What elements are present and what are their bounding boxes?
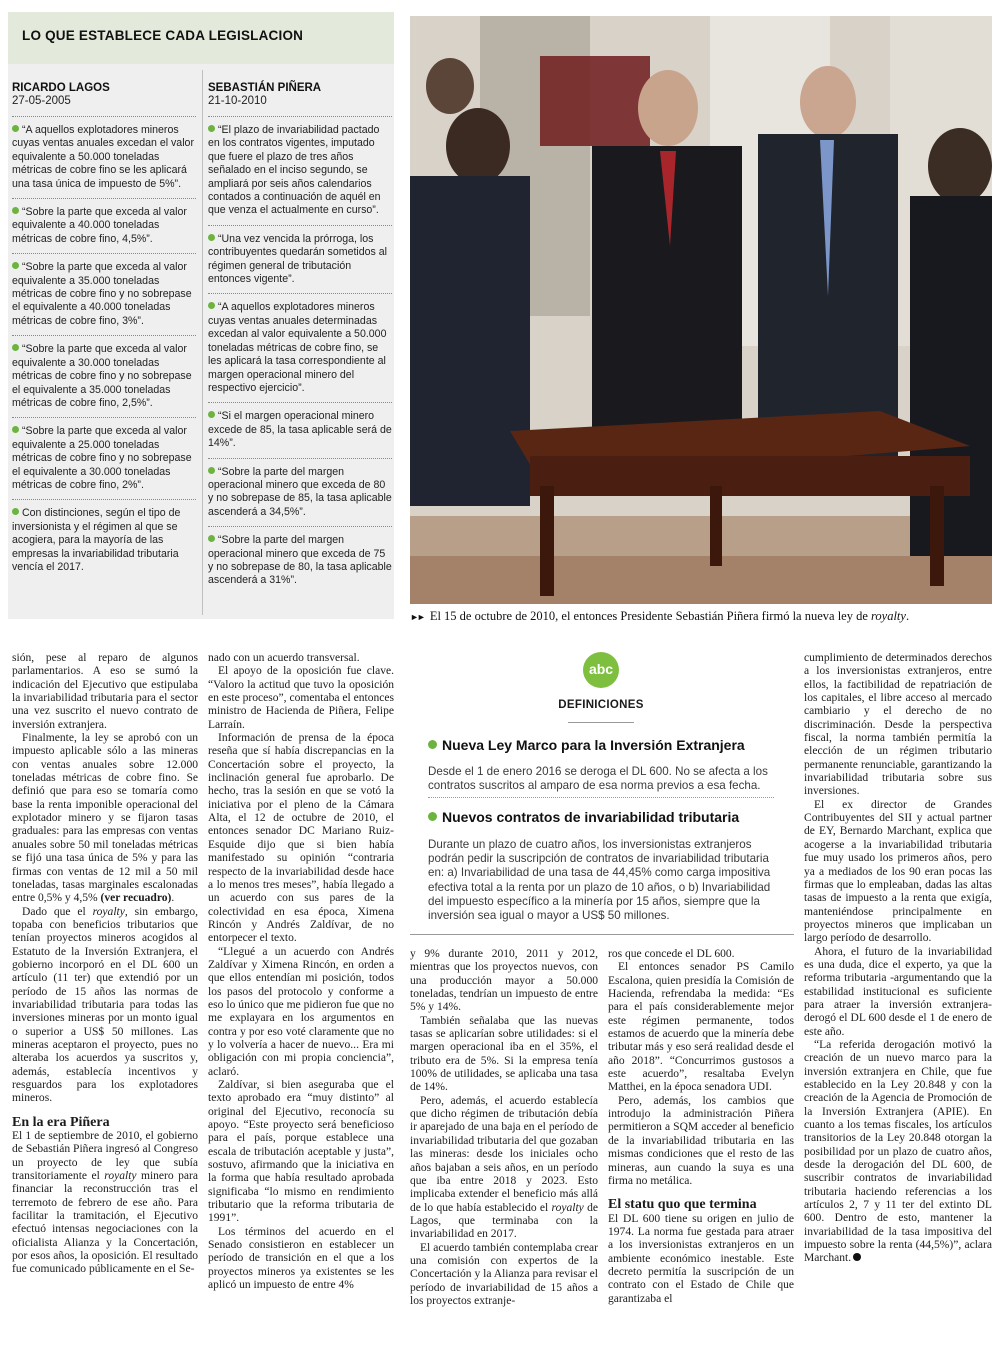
definitions-divider: [428, 797, 774, 799]
double-arrow-icon: ►►: [410, 612, 424, 622]
paragraph: Pero, además, el acuerdo establecía que dicho régimen de tributación debía ir aparejado de una baja en el período de invariabilidad tributaria del que gozaban las mineras: desde los iniciales ocho años bajaban a seis años, en un período que iba entre 2018 y 2023. Esto implicaba extender el beneficio más allá de lo que había establecido el royalty de Lagos, que terminaba con la invariabilidad en 2017.: [410, 1094, 598, 1241]
green-bullet-icon: [208, 234, 215, 241]
paragraph: Dado que el royalty, sin embargo, topaba con beneficios tributarios que tenían proyectos mineros acogidos al Estatuto de la Inversión Extranjera, el gobierno incorporó en el DL 600 un artículo (11 ter) que extendió por un período de 15 años las normas de invariabilidad tributaria para todas las inversiones mineras por un monto igual o superior a US$ 50 millones. Las mineras aceptaron el proyecto, pues no alteraba los acuerdos ya suscritos y, además, establecía incentivos y resguardos para los explotadores mineros.: [12, 905, 198, 1105]
pinera-date: 21-10-2010: [208, 95, 267, 107]
lagos-item: “Sobre la parte que exceda al valor equivalente a 25.000 toneladas métricas de cobre fino y no sobrepase el equivalente a 30.000 toneladas métricas de cobre fino, 2%”.: [12, 417, 196, 499]
paragraph: El apoyo de la oposición fue clave. “Valoro la actitud que tuvo la oposición en este proceso”, comentaba el entonces ministro de Hacienda de Piñera, Felipe Larraín.: [208, 665, 394, 731]
green-bullet-icon: [12, 125, 19, 132]
article-column-4: [608, 948, 794, 1306]
definition-text: Desde el 1 de enero 2016 se deroga el DL 600. No se afecta a los contratos suscritos al amparo de esa norma previos a esa fecha.: [428, 765, 768, 793]
definitions-underline: [568, 722, 634, 723]
paragraph: cumplimiento de determinados derechos a los inversionistas extranjeros, entre ellos, la factibilidad de repatriación de los capitales, el libre acceso al mercado cambiario y el derecho de no discriminación. Desde la perspectiva fiscal, la norma también permitía la elección de un régimen tributario permanente renunciable, garantizando la invariabilidad tributaria sobre sus inversiones.: [804, 652, 992, 798]
lagos-item: “A aquellos explotadores mineros cuyas ventas anuales excedan el valor equivalente a 50.000 toneladas métricas de cobre fino se les aplicará una tasa única de impuesto de 5%”.: [12, 116, 196, 198]
legislation-title: LO QUE ESTABLECE CADA LEGISLACION: [22, 28, 304, 43]
definitions-title: DEFINICIONES: [558, 699, 644, 711]
article-column-3: [410, 948, 598, 1308]
pinera-item: “El plazo de invariabilidad pactado en los contratos vigentes, imputado que fuere el plazo de tres años señalado en el inciso segundo, se ampliará por seis años calendarios contados a continuación de aquél en que venza el actualmente en curso”.: [208, 116, 392, 225]
paragraph: Zaldívar, si bien aseguraba que el texto aprobado era “muy distinto” al original del Ejecutivo, reconocía su apoyo. “Este proyecto será beneficioso para el país, porque establece una escala de tributación aceptable y justa”, sostuvo, afirmando que la iniciativa en la forma que había resultado aprobada significaba “lo mismo en rendimiento tributario que la reforma tributaria de 1991”.: [208, 1079, 394, 1225]
paragraph: Ahora, el futuro de la invariabilidad es una duda, dice el experto, ya que la reforma tributaria -argumentando que la estabilidad institucional es suficiente para atraer la inversión extranjera- derogó el DL 600 desde el 1 de enero de este año.: [804, 945, 992, 1038]
paragraph: sión, pese al reparo de algunos parlamentarios. A eso se sumó la indicación del Ejecutivo que estipulaba la invariabilidad tributaria para el sector una vez suscrito el nuevo contrato de inversión extranjera.: [12, 652, 198, 731]
lagos-date: 27-05-2005: [12, 95, 71, 107]
lagos-item: “Sobre la parte que exceda al valor equivalente a 35.000 toneladas métricas de cobre fino y no sobrepase el equivalente a 40.000 toneladas métricas de cobre fino, 3%”.: [12, 253, 196, 335]
abc-logo-icon: abc: [583, 652, 619, 688]
end-of-article-icon: [853, 1253, 861, 1261]
paragraph: El entonces senador PS Camilo Escalona, quien presidía la Comisión de Hacienda, refrendaba la medida: “Es para el país considerablemente mejor este régimen permanente, todos estamos de acuerdo que la minería debe tributar más y eso será realidad desde el año 2018”. “Concurrimos gustosos a este acuerdo”, resaltaba Evelyn Matthei, en la época senadora UDI.: [608, 961, 794, 1094]
article-column-2: [208, 652, 394, 1293]
green-bullet-icon: [208, 411, 215, 418]
paragraph: y 9% durante 2010, 2011 y 2012, mientras que los proyectos nuevos, con una producción mayor a 50.000 toneladas, tendrían un impuesto de entre 5% y 14%.: [410, 948, 598, 1014]
green-bullet-icon: [208, 125, 215, 132]
definition-heading: Nueva Ley Marco para la Inversión Extranjera: [428, 737, 788, 753]
article-column-1: [12, 652, 198, 1277]
green-bullet-icon: [428, 812, 437, 821]
paragraph: El ex director de Grandes Contribuyentes del SII y actual partner de EY, Bernardo Marchant, explica que acogerse a la invariabilidad tributaria fue muy usado los primeros años, pero ya a mediados de los 90 eran pocas las firmas que lo empleaban, dadas las altas tasas de impuesto a la renta que exigía, manteniéndose principalmente en proyectos mineros que implicaban un largo período de desarrollo.: [804, 798, 992, 945]
green-bullet-icon: [12, 426, 19, 433]
pinera-item: “Sobre la parte del margen operacional minero que exceda de 75 y no sobrepase de 80, la tasa aplicable ascenderá a 31%”.: [208, 526, 392, 595]
section-heading: En la era Piñera: [12, 1114, 110, 1130]
green-bullet-icon: [208, 467, 215, 474]
paragraph: Pero, además, los cambios que introdujo la administración Piñera permitieron a SQM acceder al beneficio de la invariabilidad tributaria en las mismas condiciones que el resto de las mineras, aun cuando la suya es una firma no metálica.: [608, 1094, 794, 1187]
paragraph: “Llegué a un acuerdo con Andrés Zaldívar y Ximena Rincón, en orden a que ellos entendían mi posición, todos los pasos del protocolo y conforme a eso lo único que me pidieron fue que no me explayara en los argumentos en contra y por eso voté claramente que no y lo volvería a hacer de nuevo... Era mi obligación con mi propia conciencia”, aclaró.: [208, 945, 394, 1078]
lagos-item: “Sobre la parte que exceda al valor equivalente a 40.000 toneladas métricas de cobre fino, 4,5%”.: [12, 198, 196, 253]
definitions-bottom-rule: [410, 934, 794, 935]
pinera-item: “Sobre la parte del margen operacional minero que exceda de 80 y no sobrepase de 85, la tasa aplicable ascenderá a 34,5%”.: [208, 458, 392, 527]
paragraph: El acuerdo también contemplaba crear una comisión con expertos de la Concertación y la Alianza para revisar el período de invariabilidad de 15 años a los proyectos extranje-: [410, 1241, 598, 1307]
green-bullet-icon: [208, 302, 215, 309]
article-column-5: [804, 652, 992, 1266]
paragraph: ros que concede el DL 600.: [608, 948, 735, 960]
lagos-item: Con distinciones, según el tipo de inversionista y el régimen al que se acogiera, para la mayoría de las empresas la invariabilidad tributaria vencía el 2017.: [12, 499, 196, 581]
pinera-item: “Una vez vencida la prórroga, los contribuyentes quedarán sometidos al régimen general de tributación entonces vigente”.: [208, 225, 392, 294]
pinera-column: [208, 82, 392, 595]
column-divider: [202, 70, 203, 615]
definition-heading: Nuevos contratos de invariabilidad tributaria: [428, 809, 788, 825]
paragraph: nado con un acuerdo transversal.: [208, 652, 360, 664]
paragraph: Los términos del acuerdo en el Senado consistieron en establecer un período de transición en el que a los proyectos mineros ya existentes se les aplicó un impuesto de entre 4%: [208, 1225, 394, 1292]
lagos-name: RICARDO LAGOS: [12, 82, 110, 94]
green-bullet-icon: [208, 535, 215, 542]
green-bullet-icon: [12, 262, 19, 269]
legislation-title-bar: [8, 12, 394, 64]
paragraph: El DL 600 tiene su origen en julio de 1974. La norma fue gestada para atraer a los inversionistas extranjeros en un ambiente económico inestable. Este decreto permitía la suscripción de un contrato con el Estado de Chile que garantizaba el: [608, 1212, 794, 1305]
photo-caption: ►► El 15 de octubre de 2010, el entonces Presidente Sebastián Piñera firmó la nueva ley de royalty.: [410, 609, 910, 623]
pinera-name: SEBASTIÁN PIÑERA: [208, 82, 322, 94]
signing-ceremony-photo: [410, 16, 992, 604]
pinera-item: “Si el margen operacional minero excede de 85, la tasa aplicable será de 14%”.: [208, 402, 392, 457]
paragraph: Finalmente, la ley se aprobó con un impuesto aplicable sólo a las mineras con ventas anuales sobre 12.000 toneladas métricas de cobre fino. Se definió que para eso se tomaría como base la renta imponible operacional del explotador minero y se fijaron tasas graduales: para las empresas con ventas anuales sobre 50 mil toneladas métricas se fijó una tasa única de 5% y para las firmas con ventas de 12 mil a 50 mil toneladas, tasas marginales escalonadas entre 0,5% y 4,5% (ver recuadro).: [12, 732, 198, 905]
paragraph: “La referida derogación motivó la creación de un nuevo marco para la inversión extranjera en Chile, que fue establecido en la Ley 20.848 y con la creación de la Agencia de Promoción de la Inversión Extranjera (APIE). En cuanto a los temas fiscales, los artículos transitorios de la Ley 20.848 otorgan la posibilidad por un plazo de cuatro años, desde la derogación del DL 600, de suscribir contratos de invariabilidad tributaria haciendo referencias a los artículos 2, 7 y 11 ter del extinto DL 600. Dentro de esto, mantener la invariabilidad de la tasa impositiva del impuesto sobre la renta (44,5%)”, aclara Marchant.: [804, 1038, 992, 1265]
pinera-item: “A aquellos explotadores mineros cuyas ventas anuales determinadas excedan al valor equivalente a 50.000 toneladas métricas de cobre fino, se les aplicará la tasa correspondiente al margen operacional minero del respectivo ejercicio”.: [208, 293, 392, 402]
green-bullet-icon: [428, 740, 437, 749]
section-heading: El statu quo que termina: [608, 1197, 757, 1213]
lagos-item: “Sobre la parte que exceda al valor equivalente a 30.000 toneladas métricas de cobre fino y no sobrepase el equivalente a 35.000 toneladas métricas de cobre fino, 2,5%”.: [12, 335, 196, 417]
green-bullet-icon: [12, 508, 19, 515]
paragraph: Información de prensa de la época reseña que sí había discrepancias en la Concertación sobre el proyecto, la inclinación general fue aprobarlo. De hecho, tras la sesión en que se votó la iniciativa por el pleno de la Cámara Alta, el 12 de octubre de 2010, el entonces senador DC Mariano Ruiz-Esquide dijo que si bien había manifestado su opinión “contraria respecto de la invariabilidad desde hace a lo menos tres meses”, había llegado a un acuerdo con sus pares de la colectividad en esa época, Ximena Rincón y Andrés Zaldívar, de no entorpecer el texto.: [208, 732, 394, 945]
lagos-column: [12, 82, 196, 581]
green-bullet-icon: [12, 344, 19, 351]
definition-text: Durante un plazo de cuatro años, los inversionistas extranjeros podrán pedir la suscripción de contratos de invariabilidad tributaria en: a) Invariabilidad de una tasa de 44,45% como carga impositiva efectiva total a la renta por un plazo de 10 años, o b) Invariabilidad del impuesto específico a la minería por 15 años, siempre que la inversión sea igual o mayor a US$ 50 millones.: [428, 838, 771, 923]
green-bullet-icon: [12, 207, 19, 214]
paragraph: También señalaba que las nuevas tasas se aplicarían sobre utilidades: si el margen operacional iba en el 35%, el tributo era de 5%. Si la empresa tenía 100% de utilidades, se aplicaba una tasa de 14%.: [410, 1014, 598, 1094]
paragraph: El 1 de septiembre de 2010, el gobierno de Sebastián Piñera ingresó al Congreso un proyecto de ley que subía transitoriamente el royalty minero para financiar la reconstrucción tras el terremoto de febrero de ese año. Para facilitar la tramitación, el Ejecutivo efectuó intensas negociaciones con la oficialista Alianza y la Concertación, por esos años, la oposición. El resultado fue comunicado públicamente en el Se-: [12, 1130, 198, 1276]
